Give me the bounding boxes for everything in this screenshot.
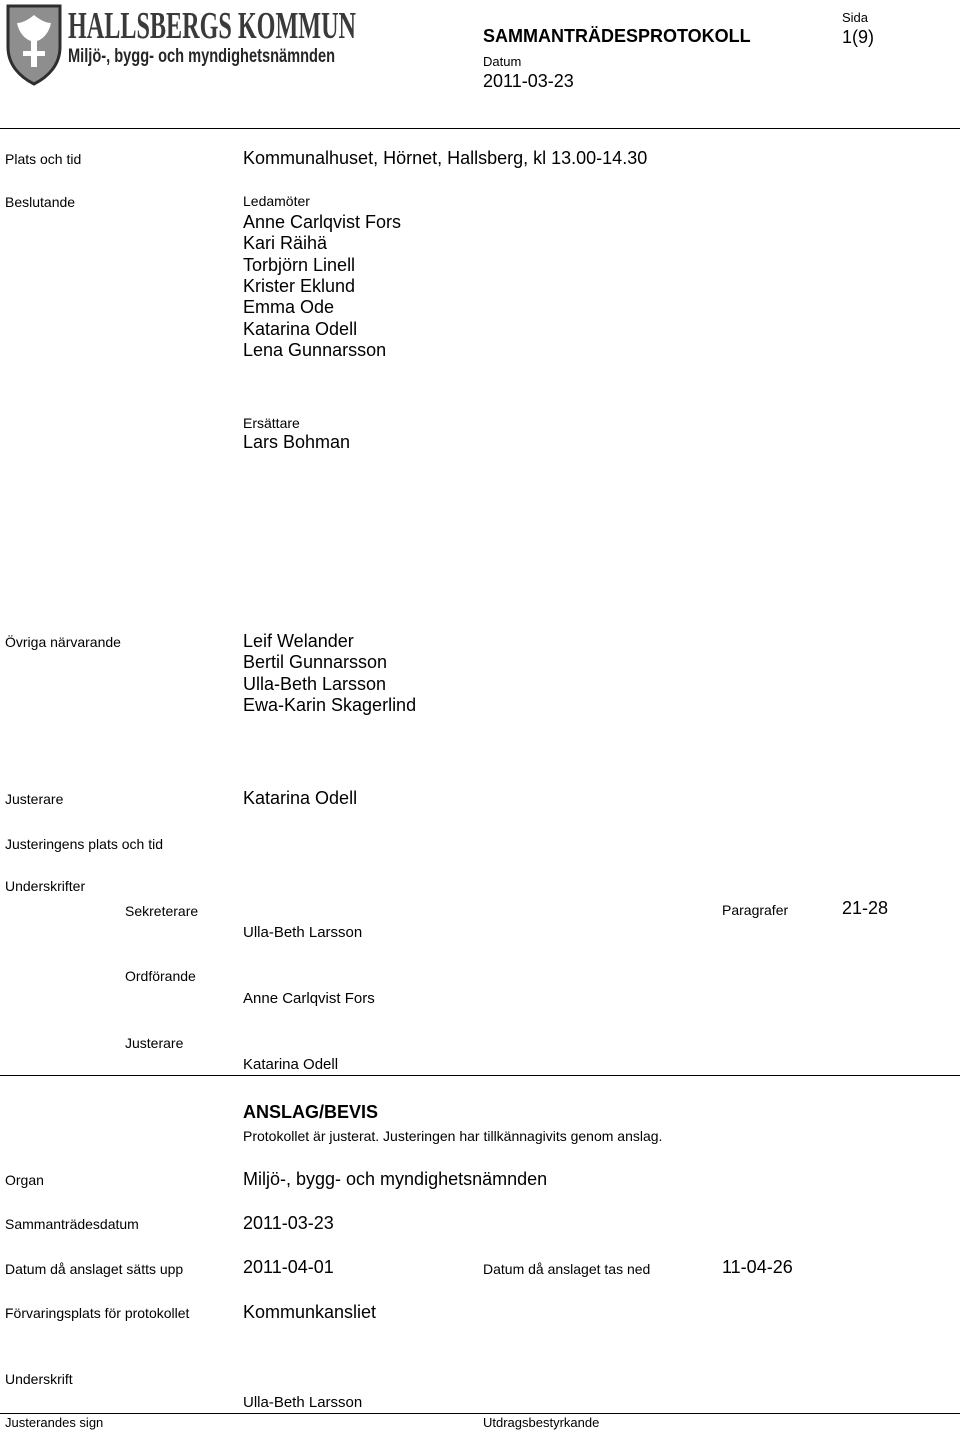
organ-value: Miljö-, bygg- och myndighetsnämnden (243, 1169, 548, 1189)
footer-divider (0, 1413, 960, 1414)
signature-adjuster-label: Justerare (125, 1035, 184, 1051)
members-label: Ledamöter (243, 193, 310, 209)
secretary-name: Ulla-Beth Larsson (243, 924, 363, 941)
date-value: 2011-03-23 (483, 71, 574, 91)
adjustment-place-label: Justeringens plats och tid (5, 836, 163, 852)
date-label: Datum (483, 54, 522, 69)
paragraphs-value: 21-28 (842, 898, 889, 918)
members-list (243, 212, 401, 361)
secretary-label: Sekreterare (125, 903, 199, 919)
page-label: Sida (842, 10, 869, 25)
member-name: Krister Eklund (243, 275, 356, 296)
notice-divider (0, 1075, 960, 1076)
document-title: SAMMANTRÄDESPROTOKOLL (483, 26, 751, 46)
meeting-date-label: Sammanträdesdatum (5, 1216, 139, 1232)
notice-signature-label: Underskrift (5, 1371, 73, 1387)
logo (0, 0, 360, 88)
substitutes-label: Ersättare (243, 415, 300, 431)
posted-date-label: Datum då anslaget sätts upp (5, 1261, 184, 1277)
removed-date-value: 11-04-26 (722, 1257, 793, 1277)
other-present-name: Ewa-Karin Skagerlind (243, 694, 417, 715)
posted-date-value: 2011-04-01 (243, 1257, 334, 1277)
logo-org-name: HALLSBERGS KOMMUN (68, 5, 356, 47)
meeting-date-value: 2011-03-23 (243, 1213, 334, 1233)
other-present-name: Leif Welander (243, 631, 354, 651)
header-divider (0, 128, 960, 129)
adjuster-value: Katarina Odell (243, 788, 358, 808)
member-name: Lena Gunnarsson (243, 339, 387, 360)
member-name: Katarina Odell (243, 318, 358, 339)
signature-adjuster-name: Katarina Odell (243, 1056, 339, 1073)
others-present-list (243, 631, 416, 716)
logo-unit-name: Miljö-, bygg- och myndighetsnämnden (68, 46, 335, 67)
storage-value: Kommunkansliet (243, 1302, 377, 1322)
adjuster-label: Justerare (5, 791, 64, 807)
notice-text: Protokollet är justerat. Justeringen har tillkännagivits genom anslag. (243, 1128, 663, 1144)
other-present-name: Ulla-Beth Larsson (243, 673, 387, 694)
notice-heading: ANSLAG/BEVIS (243, 1102, 379, 1122)
member-name: Torbjörn Linell (243, 254, 356, 275)
other-present-name: Bertil Gunnarsson (243, 652, 388, 673)
notice-signature-name: Ulla-Beth Larsson (243, 1394, 363, 1411)
others-present-label: Övriga närvarande (5, 634, 121, 650)
signatures-label: Underskrifter (5, 878, 86, 894)
removed-date-label: Datum då anslaget tas ned (483, 1261, 651, 1277)
decision-makers-label: Beslutande (5, 194, 76, 210)
page-number: 1(9) (842, 27, 875, 47)
chair-name: Anne Carlqvist Fors (243, 990, 375, 1007)
place-time-label: Plats och tid (5, 151, 82, 167)
member-name: Emma Ode (243, 297, 335, 318)
municipal-shield-icon (3, 1, 65, 87)
logo-wordmark (66, 0, 360, 88)
paragraphs-label: Paragrafer (722, 902, 789, 918)
extract-certification-label: Utdragsbestyrkande (483, 1415, 600, 1430)
substitutes-list (243, 432, 350, 453)
member-name: Kari Räihä (243, 233, 328, 254)
member-name: Anne Carlqvist Fors (243, 212, 402, 232)
chair-label: Ordförande (125, 968, 196, 984)
organ-label: Organ (5, 1172, 44, 1188)
adjusters-sign-label: Justerandes sign (5, 1415, 104, 1430)
place-time-value: Kommunalhuset, Hörnet, Hallsberg, kl 13.00-14.30 (243, 148, 648, 168)
substitute-name: Lars Bohman (243, 432, 351, 452)
storage-label: Förvaringsplats för protokollet (5, 1305, 190, 1321)
